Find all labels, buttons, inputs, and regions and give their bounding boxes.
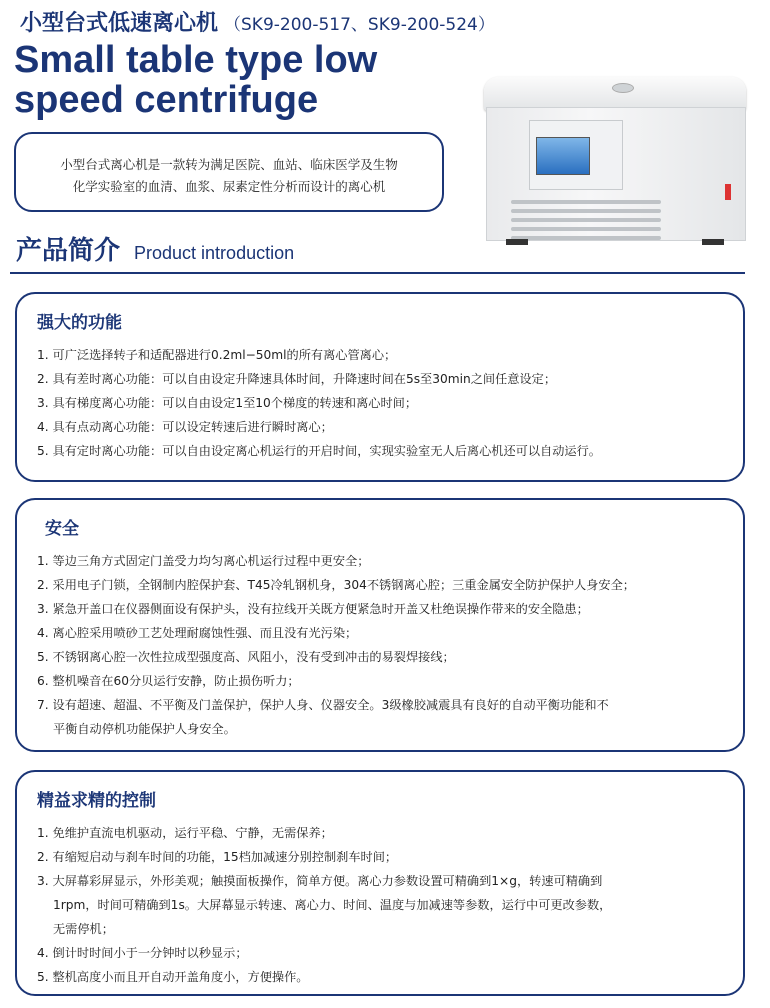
section-title-en: Product introduction (134, 243, 295, 263)
list-item: 平衡自动停机功能保护人身安全。 (53, 722, 236, 736)
list-item: 2. 采用电子门锁，全钢制内腔保护套、T45冷轧钢机身，304不锈钢离心腔；三重金属安全防护保护人身安全； (37, 578, 635, 592)
list-item: 1rpm，时间可精确到1s。大屏幕显示转速、离心力、时间、温度与加减速等参数，运行中可更改参数， (53, 898, 612, 912)
feature-list (37, 549, 729, 741)
product-title-en (14, 40, 377, 120)
list-item: 7. 设有超速、超温、不平衡及门盖保护，保护人身、仪器安全。3级橡胶减震具有良好的自动平衡功能和不 (37, 698, 609, 712)
display-screen (536, 137, 590, 175)
feature-title: 精益求精的控制 (37, 791, 156, 811)
list-item: 1. 等边三角方式固定门盖受力均匀离心机运行过程中更安全； (37, 554, 370, 568)
list-item: 4. 具有点动离心功能：可以设定转速后进行瞬时离心； (37, 420, 333, 434)
model-numbers: （SK9-200-517、SK9-200-524） (224, 15, 495, 35)
section-heading (16, 230, 756, 267)
section-title-cn: 产品简介 (16, 236, 121, 266)
product-title-cn (20, 6, 495, 37)
intro-line-1: 小型台式离心机是一款转为满足医院、血站、临床医学及生物 (60, 157, 398, 172)
feature-box-precise-control (15, 770, 745, 996)
list-item: 5. 整机高度小而且开自动开盖角度小，方便操作。 (37, 970, 309, 984)
list-item: 2. 有缩短启动与刹车时间的功能，15档加减速分别控制刹车时间； (37, 850, 398, 864)
centrifuge-lid (484, 77, 746, 111)
control-panel (529, 120, 623, 190)
list-item: 3. 紧急开盖口在仪器侧面设有保护头，没有拉线开关既方便紧急时开盖又杜绝误操作带来的安全隐患； (37, 602, 589, 616)
list-item: 无需停机； (53, 922, 114, 936)
feature-title: 强大的功能 (37, 313, 122, 333)
feature-list (37, 343, 729, 463)
section-divider (10, 272, 745, 274)
list-item: 6. 整机噪音在60分贝运行安静，防止损伤听力； (37, 674, 300, 688)
list-item: 3. 大屏幕彩屏显示，外形美观；触摸面板操作，简单方便。离心力参数设置可精确到1×g，转速可精确到 (37, 874, 603, 888)
list-item: 1. 可广泛选择转子和适配器进行0.2ml−50ml的所有离心管离心； (37, 348, 397, 362)
centrifuge-body (486, 107, 746, 241)
list-item: 2. 具有差时离心功能：可以自由设定升降速具体时间，升降速时间在5s至30min之间任意设定； (37, 372, 557, 386)
list-item: 5. 具有定时离心功能：可以自由设定离心机运行的开启时间，实现实验室无人后离心机还可以自动运行。 (37, 444, 601, 458)
title-cn-text: 小型台式低速离心机 (20, 11, 219, 36)
lid-knob (612, 83, 634, 93)
feature-title: 安全 (45, 519, 79, 539)
list-item: 4. 离心腔采用喷砂工艺处理耐腐蚀性强、而且没有光污染； (37, 626, 358, 640)
intro-description-box (14, 132, 444, 212)
intro-line-2: 化学实验室的血清、血浆、尿素定性分析而设计的离心机 (72, 179, 386, 194)
title-en-line2: speed centrifuge (14, 79, 319, 121)
feature-box-powerful-functions (15, 292, 745, 482)
feature-list (37, 821, 729, 989)
title-en-line1: Small table type low (14, 39, 378, 81)
list-item: 4. 倒计时时间小于一分钟时以秒显示； (37, 946, 248, 960)
feature-box-safety (15, 498, 745, 752)
list-item: 3. 具有梯度离心功能：可以自由设定1至10个梯度的转速和离心时间； (37, 396, 418, 410)
centrifuge-product-image (480, 55, 750, 250)
list-item: 1. 免维护直流电机驱动，运行平稳、宁静，无需保养； (37, 826, 333, 840)
emergency-button (725, 184, 731, 200)
list-item: 5. 不锈钢离心腔一次性拉成型强度高、风阻小，没有受到冲击的易裂焊接线； (37, 650, 455, 664)
